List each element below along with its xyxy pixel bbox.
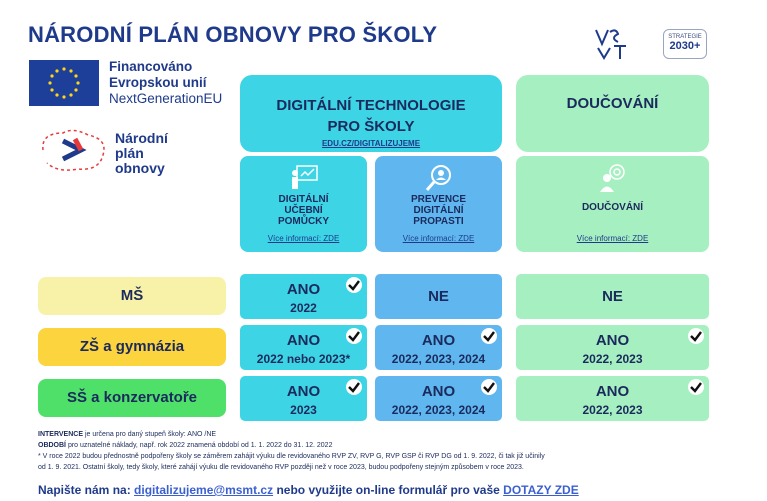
check-icon xyxy=(688,328,704,344)
msmt-logo-icon xyxy=(594,26,630,60)
questions-form-link[interactable]: DOTAZY ZDE xyxy=(503,483,579,497)
edu-link[interactable]: EDU.CZ/DIGITALIZUJEME xyxy=(321,139,421,148)
cell-ms-digital-aids: ANO 2022 xyxy=(240,274,367,319)
email-link[interactable]: digitalizujeme@msmt.cz xyxy=(134,483,274,497)
npo-logo-icon xyxy=(33,125,113,175)
cell-ms-digital-divide: NE xyxy=(375,274,502,319)
npo-label: Národní plán obnovy xyxy=(115,130,168,176)
cell-zs-digital-aids: ANO 2022 nebo 2023* xyxy=(240,325,367,370)
target-person-icon xyxy=(598,163,628,193)
subheader-digital-teaching-aids: DIGITÁLNÍ UČEBNÍ POMŮCKY Více informací: ZDE xyxy=(240,156,367,252)
eu-funding-label: Financováno Evropskou unií NextGenerationEU xyxy=(109,59,223,106)
cell-ms-tutoring: NE xyxy=(516,274,709,319)
header-digital-technology: DIGITÁLNÍ TECHNOLOGIE PRO ŠKOLY EDU.CZ/DIGITALIZUJEME xyxy=(240,75,502,152)
row-label-ss: SŠ a konzervatoře xyxy=(38,379,226,417)
row-label-zs: ZŠ a gymnázia xyxy=(38,328,226,366)
check-icon xyxy=(346,328,362,344)
row-label-ms: MŠ xyxy=(38,277,226,315)
footnotes: INTERVENCE je určena pro daný stupeň školy: ANO /NE OBDOBÍ pro uznatelné náklady, např. rok 2022 znamená období od 1. 1. 2022 do 31. 12. 2022 * V roce 2022 budou přednostně podpořeny školy se záměrem zahájit výuku dle revidovaného RVP ZV, RVP G, RVP GSP či RVP DG od 1. 9. 2022, či tak již učinily od 1. 9. 2021. Ostatní školy, tedy školy, které zahájí výuku dle revidovaného RVP později než v roce 2023, budou podpořeny stejným způsobem v roce 2023. xyxy=(38,431,545,471)
check-icon xyxy=(481,328,497,344)
eu-flag-icon xyxy=(29,60,99,106)
page-title: NÁRODNÍ PLÁN OBNOVY PRO ŠKOLY xyxy=(28,22,438,47)
check-icon xyxy=(481,379,497,395)
subheader-digital-divide-prevention: PREVENCE DIGITÁLNÍ PROPASTI Více informací: ZDE xyxy=(375,156,502,252)
more-info-link[interactable]: Více informací: ZDE xyxy=(576,234,649,243)
strategy-2030-logo: STRATEGIE 2030+ xyxy=(663,29,707,59)
cell-zs-digital-divide: ANO 2022, 2023, 2024 xyxy=(375,325,502,370)
cell-ss-digital-divide: ANO 2022, 2023, 2024 xyxy=(375,376,502,421)
teaching-board-icon xyxy=(289,163,319,193)
cell-ss-tutoring: ANO 2022, 2023 xyxy=(516,376,709,421)
cell-zs-tutoring: ANO 2022, 2023 xyxy=(516,325,709,370)
subheader-tutoring: DOUČOVÁNÍ Více informací: ZDE xyxy=(516,156,709,252)
more-info-link[interactable]: Více informací: ZDE xyxy=(402,234,475,243)
check-icon xyxy=(688,379,704,395)
cell-ss-digital-aids: ANO 2023 xyxy=(240,376,367,421)
more-info-link[interactable]: Více informací: ZDE xyxy=(267,234,340,243)
check-icon xyxy=(346,379,362,395)
magnifier-person-icon xyxy=(424,163,454,193)
header-tutoring: DOUČOVÁNÍ xyxy=(516,75,709,152)
check-icon xyxy=(346,277,362,293)
contact-line: Napište nám na: digitalizujeme@msmt.cz nebo využijte on-line formulář pro vaše DOTAZY ZDE xyxy=(38,483,579,497)
